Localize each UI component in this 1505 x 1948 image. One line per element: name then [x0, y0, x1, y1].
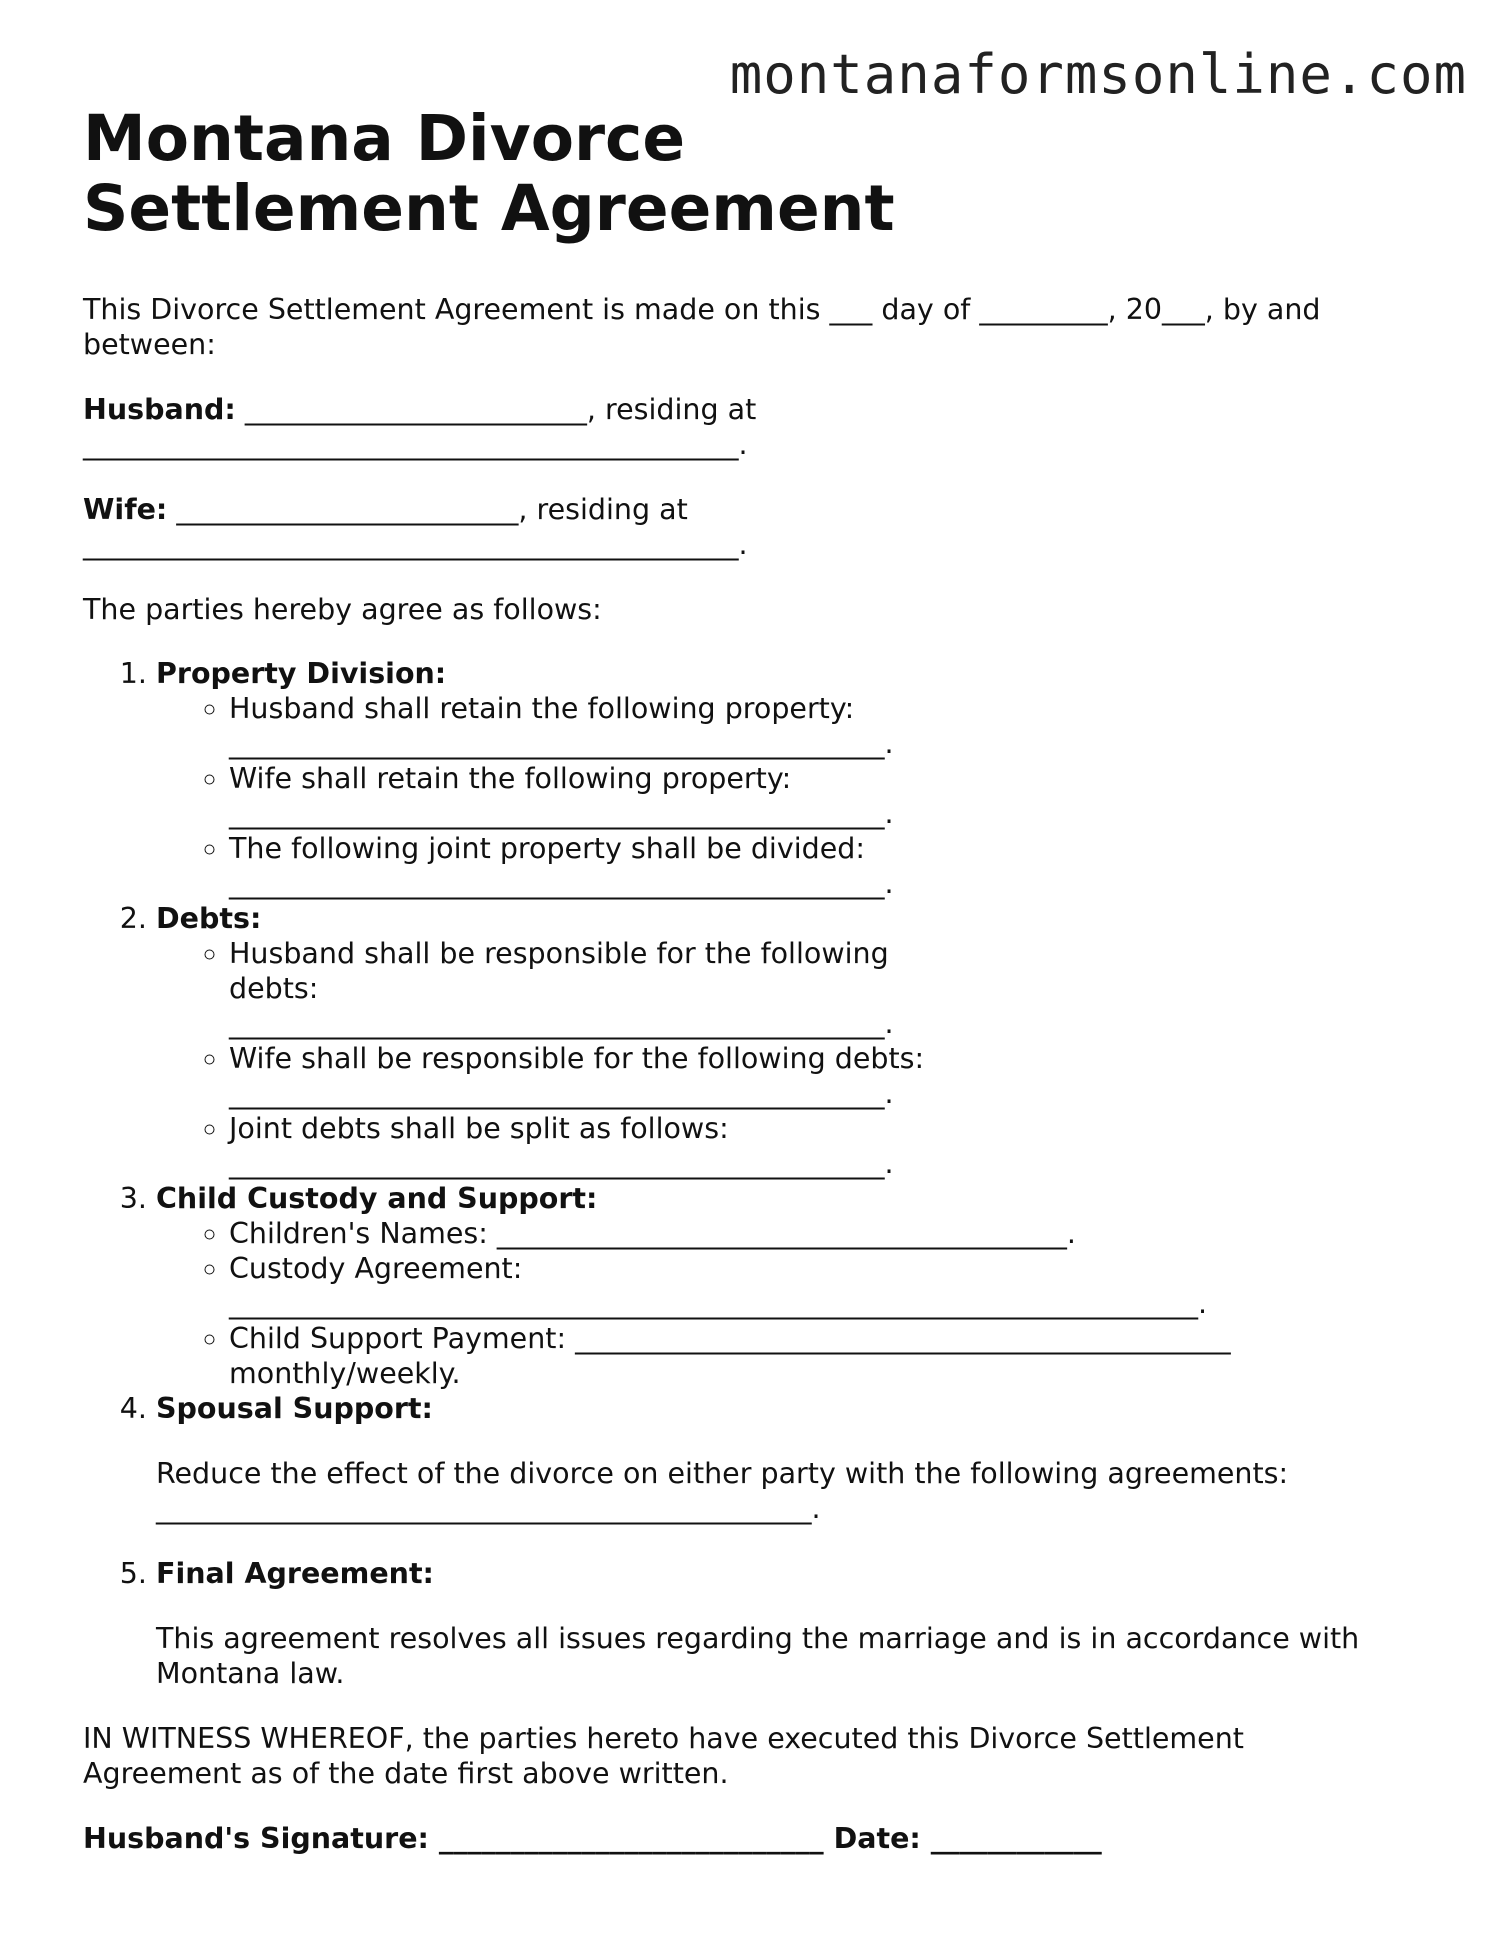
- witness-paragraph: IN WITNESS WHEREOF, the parties hereto have executed this Divorce Settlement Agreement as of the date first above written.: [83, 1722, 1244, 1790]
- wife-fill-text: ________________________, residing at ______________________________________________.: [83, 493, 748, 561]
- section-paragraph: This agreement resolves all issues regarding the marriage and is in accordance with Montana law.: [156, 1622, 1360, 1690]
- sub-list: [156, 691, 1423, 901]
- section-heading: Debts:: [156, 902, 262, 935]
- section-spousal-support: [156, 1391, 1423, 1526]
- list-item: ◦ Custody Agreement: ____________________________________________________________________.: [229, 1251, 1329, 1321]
- list-item: ◦ Husband shall be responsible for the following debts: ______________________________________________.: [229, 936, 969, 1041]
- section-heading: Property Division:: [156, 657, 447, 690]
- date-label: Date:: [833, 1822, 921, 1855]
- intro-paragraph: This Divorce Settlement Agreement is made on this ___ day of _________, 20___, by and between:: [83, 293, 1321, 361]
- list-item: ◦ Wife shall retain the following property: ______________________________________________.: [229, 761, 969, 831]
- sub-list: [156, 1216, 1423, 1391]
- section-heading: Spousal Support:: [156, 1392, 433, 1425]
- husband-label: Husband:: [83, 393, 236, 426]
- date-blank: ____________: [920, 1822, 1102, 1855]
- signature-blank: ___________________________: [428, 1822, 834, 1855]
- list-item: ◦ Wife shall be responsible for the following debts: ______________________________________________.: [229, 1041, 969, 1111]
- document-body: [83, 104, 1423, 1856]
- list-item: ◦ Children's Names: ________________________________________.: [229, 1216, 1329, 1251]
- watermark: montanaformsonline.com: [729, 43, 1467, 106]
- section-final-agreement: [156, 1556, 1423, 1691]
- sections-list: [83, 656, 1423, 1691]
- section-child-custody: [156, 1181, 1423, 1391]
- sub-list: [156, 936, 1423, 1181]
- section-property-division: [156, 656, 1423, 901]
- husband-line: [83, 392, 843, 462]
- section-heading: Child Custody and Support:: [156, 1182, 598, 1215]
- list-item: ◦ The following joint property shall be divided: ______________________________________________.: [229, 831, 969, 901]
- list-item: ◦ Joint debts shall be split as follows: ______________________________________________.: [229, 1111, 969, 1181]
- signature-label: Husband's Signature:: [83, 1822, 429, 1855]
- section-debts: [156, 901, 1423, 1181]
- wife-line: [83, 492, 843, 562]
- signature-line: [83, 1821, 1423, 1856]
- husband-fill-text: ________________________, residing at ______________________________________________.: [83, 393, 757, 461]
- section-heading: Final Agreement:: [156, 1557, 434, 1590]
- page-title: Montana Divorce Settlement Agreement: [83, 102, 895, 245]
- agree-statement: The parties hereby agree as follows:: [83, 593, 602, 626]
- list-item: ◦ Child Support Payment: ______________________________________________ monthly/weekly.: [229, 1321, 1329, 1391]
- wife-label: Wife:: [83, 493, 168, 526]
- section-paragraph: Reduce the effect of the divorce on either party with the following agreements: ______________________________________________.: [156, 1457, 1289, 1525]
- list-item: ◦ Husband shall retain the following property: ______________________________________________.: [229, 691, 969, 761]
